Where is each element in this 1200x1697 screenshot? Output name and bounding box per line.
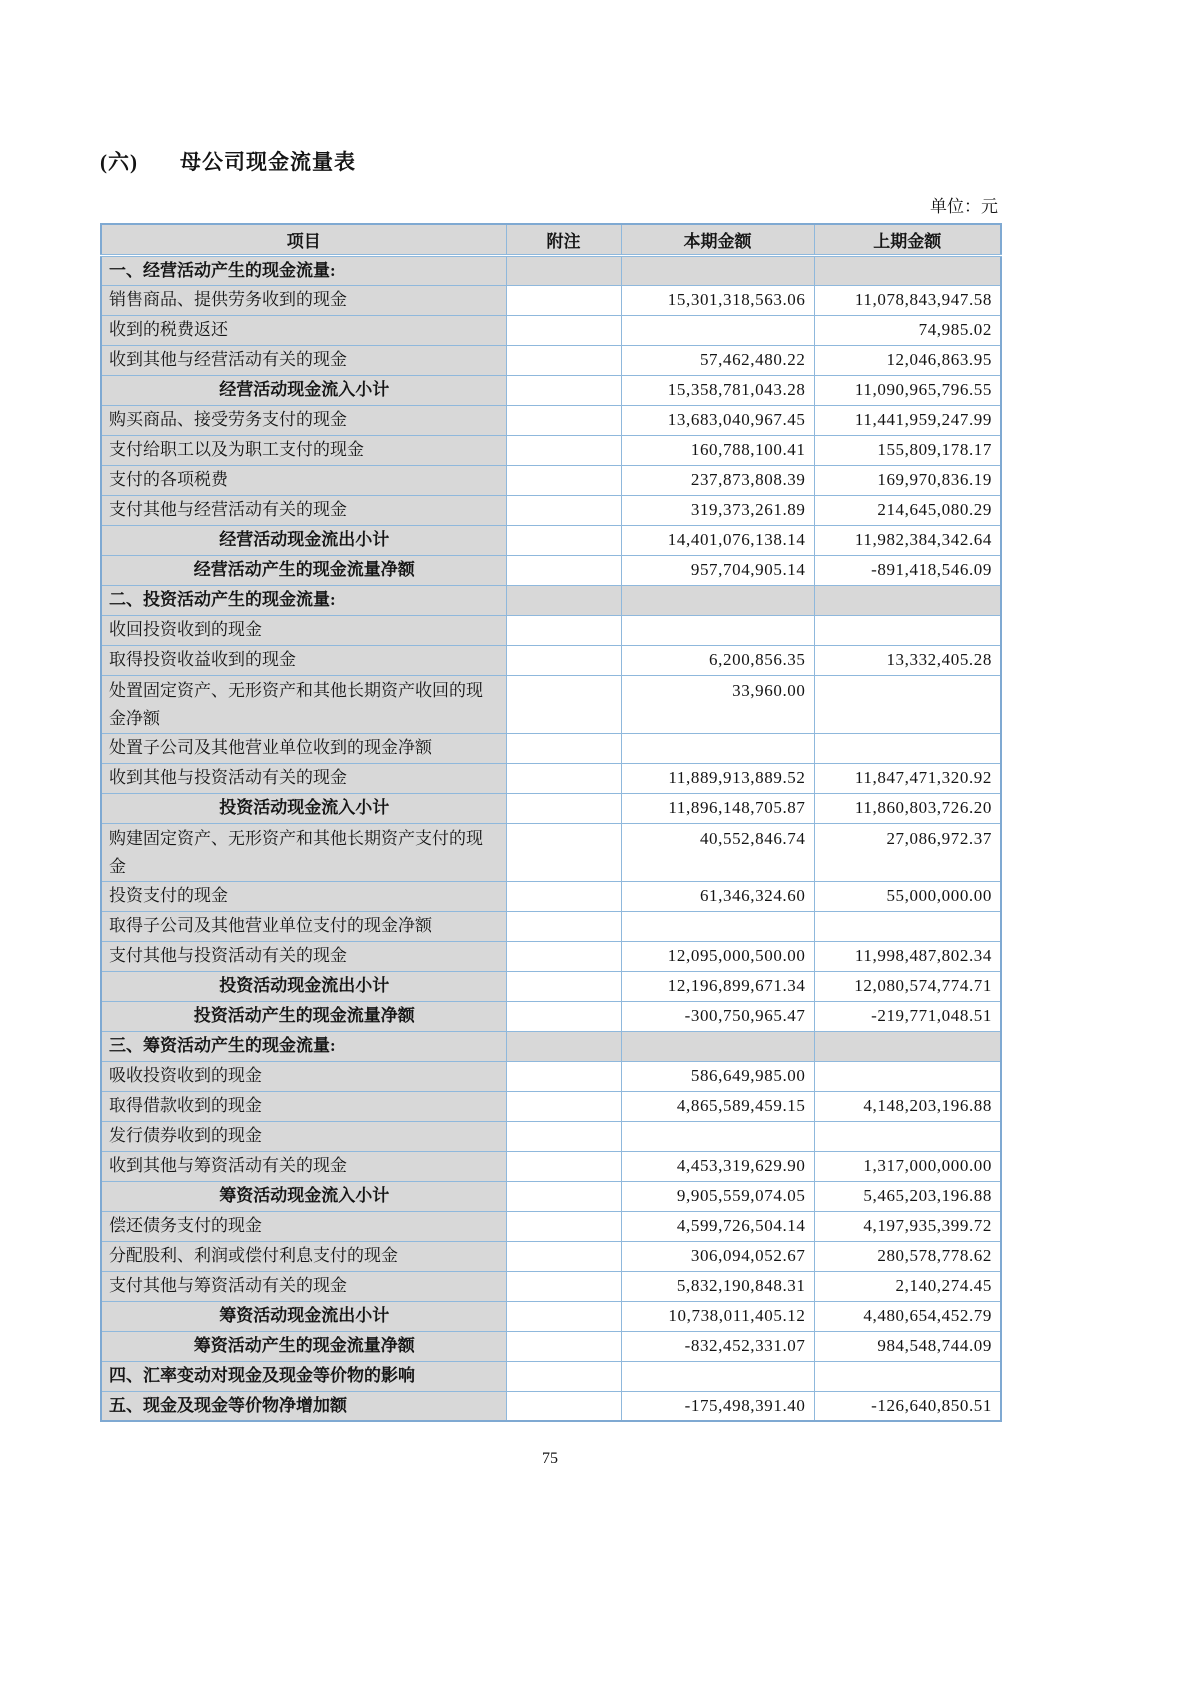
note-cell [506, 793, 621, 823]
prior-amount-cell: 169,970,836.19 [814, 465, 1001, 495]
current-amount-cell: 237,873,808.39 [621, 465, 814, 495]
current-amount-cell: 40,552,846.74 [621, 823, 814, 881]
current-amount-cell: -175,498,391.40 [621, 1391, 814, 1421]
current-amount-cell: 33,960.00 [621, 675, 814, 733]
note-cell [506, 285, 621, 315]
row-label: 分配股利、利润或偿付利息支付的现金 [101, 1241, 506, 1271]
current-amount-cell: 586,649,985.00 [621, 1061, 814, 1091]
row-label: 支付的各项税费 [101, 465, 506, 495]
prior-amount-cell: 155,809,178.17 [814, 435, 1001, 465]
row-label: 经营活动产生的现金流量净额 [101, 555, 506, 585]
prior-amount-cell [814, 675, 1001, 733]
note-cell [506, 465, 621, 495]
note-cell [506, 495, 621, 525]
prior-amount-cell: -126,640,850.51 [814, 1391, 1001, 1421]
note-cell [506, 971, 621, 1001]
table-row [101, 733, 1001, 763]
table-row [101, 1061, 1001, 1091]
prior-amount-cell [814, 255, 1001, 285]
note-cell [506, 941, 621, 971]
prior-amount-cell [814, 733, 1001, 763]
title-text: 母公司现金流量表 [180, 150, 356, 174]
prior-amount-cell [814, 1361, 1001, 1391]
note-cell [506, 1271, 621, 1301]
row-label: 经营活动现金流入小计 [101, 375, 506, 405]
note-cell [506, 881, 621, 911]
current-amount-cell: 57,462,480.22 [621, 345, 814, 375]
row-label: 投资活动现金流入小计 [101, 793, 506, 823]
prior-amount-cell: 55,000,000.00 [814, 881, 1001, 911]
note-cell [506, 911, 621, 941]
current-amount-cell: 160,788,100.41 [621, 435, 814, 465]
prior-amount-cell [814, 1061, 1001, 1091]
row-label: 支付其他与筹资活动有关的现金 [101, 1271, 506, 1301]
table-row [101, 495, 1001, 525]
row-label: 收到其他与投资活动有关的现金 [101, 763, 506, 793]
current-amount-cell: 4,599,726,504.14 [621, 1211, 814, 1241]
row-label: 处置子公司及其他营业单位收到的现金净额 [101, 733, 506, 763]
prior-amount-cell: 11,441,959,247.99 [814, 405, 1001, 435]
table-row [101, 941, 1001, 971]
prior-amount-cell: 5,465,203,196.88 [814, 1181, 1001, 1211]
note-cell [506, 1211, 621, 1241]
prior-amount-cell: 280,578,778.62 [814, 1241, 1001, 1271]
table-row [101, 615, 1001, 645]
note-cell [506, 315, 621, 345]
column-header-current: 本期金额 [621, 224, 814, 255]
prior-amount-cell: -891,418,546.09 [814, 555, 1001, 585]
page-content [100, 0, 1000, 1468]
row-label: 经营活动现金流出小计 [101, 525, 506, 555]
row-label: 支付其他与投资活动有关的现金 [101, 941, 506, 971]
note-cell [506, 1391, 621, 1421]
unit-label: 单位：元 [930, 197, 998, 216]
prior-amount-cell: 12,080,574,774.71 [814, 971, 1001, 1001]
note-cell [506, 1031, 621, 1061]
table-row [101, 585, 1001, 615]
row-label: 收到的税费返还 [101, 315, 506, 345]
table-row [101, 555, 1001, 585]
note-cell [506, 525, 621, 555]
section-number: (六) [100, 150, 138, 174]
table-row [101, 1181, 1001, 1211]
row-label: 筹资活动现金流入小计 [101, 1181, 506, 1211]
note-cell [506, 615, 621, 645]
row-label: 吸收投资收到的现金 [101, 1061, 506, 1091]
table-row [101, 1001, 1001, 1031]
current-amount-cell: 4,865,589,459.15 [621, 1091, 814, 1121]
table-header-row [101, 224, 1001, 255]
current-amount-cell: 15,301,318,563.06 [621, 285, 814, 315]
note-cell [506, 1331, 621, 1361]
column-header-item: 项目 [101, 224, 506, 255]
row-label: 收到其他与经营活动有关的现金 [101, 345, 506, 375]
table-row [101, 255, 1001, 285]
prior-amount-cell: 11,847,471,320.92 [814, 763, 1001, 793]
note-cell [506, 345, 621, 375]
table-row [101, 1091, 1001, 1121]
current-amount-cell: 306,094,052.67 [621, 1241, 814, 1271]
row-label: 二、投资活动产生的现金流量: [101, 585, 506, 615]
page-number: 75 [542, 1450, 558, 1467]
note-cell [506, 1151, 621, 1181]
row-label: 处置固定资产、无形资产和其他长期资产收回的现金净额 [101, 675, 506, 733]
prior-amount-cell: 13,332,405.28 [814, 645, 1001, 675]
prior-amount-cell: 12,046,863.95 [814, 345, 1001, 375]
note-cell [506, 1181, 621, 1211]
current-amount-cell [621, 315, 814, 345]
row-label: 偿还债务支付的现金 [101, 1211, 506, 1241]
current-amount-cell: 11,896,148,705.87 [621, 793, 814, 823]
prior-amount-cell: 11,860,803,726.20 [814, 793, 1001, 823]
current-amount-cell [621, 1121, 814, 1151]
current-amount-cell: 9,905,559,074.05 [621, 1181, 814, 1211]
note-cell [506, 1361, 621, 1391]
current-amount-cell: 12,196,899,671.34 [621, 971, 814, 1001]
current-amount-cell [621, 733, 814, 763]
note-cell [506, 645, 621, 675]
table-row [101, 465, 1001, 495]
table-row [101, 645, 1001, 675]
table-row [101, 675, 1001, 733]
row-label: 购建固定资产、无形资产和其他长期资产支付的现金 [101, 823, 506, 881]
note-cell [506, 585, 621, 615]
table-row [101, 1301, 1001, 1331]
prior-amount-cell: 11,078,843,947.58 [814, 285, 1001, 315]
table-row [101, 1121, 1001, 1151]
current-amount-cell: -832,452,331.07 [621, 1331, 814, 1361]
note-cell [506, 1241, 621, 1271]
prior-amount-cell [814, 1121, 1001, 1151]
table-row [101, 881, 1001, 911]
note-cell [506, 1121, 621, 1151]
prior-amount-cell: 11,090,965,796.55 [814, 375, 1001, 405]
row-label: 支付给职工以及为职工支付的现金 [101, 435, 506, 465]
table-row [101, 971, 1001, 1001]
note-cell [506, 1091, 621, 1121]
table-row [101, 763, 1001, 793]
table-row [101, 911, 1001, 941]
table-row [101, 375, 1001, 405]
row-label: 购买商品、接受劳务支付的现金 [101, 405, 506, 435]
current-amount-cell: 5,832,190,848.31 [621, 1271, 814, 1301]
column-header-note: 附注 [506, 224, 621, 255]
row-label: 四、汇率变动对现金及现金等价物的影响 [101, 1361, 506, 1391]
prior-amount-cell: 4,148,203,196.88 [814, 1091, 1001, 1121]
prior-amount-cell: 74,985.02 [814, 315, 1001, 345]
table-row [101, 1031, 1001, 1061]
current-amount-cell [621, 615, 814, 645]
table-row [101, 315, 1001, 345]
row-label: 筹资活动现金流出小计 [101, 1301, 506, 1331]
row-label: 发行债券收到的现金 [101, 1121, 506, 1151]
table-row [101, 1391, 1001, 1421]
table-row [101, 1241, 1001, 1271]
current-amount-cell: 15,358,781,043.28 [621, 375, 814, 405]
note-cell [506, 763, 621, 793]
prior-amount-cell: 2,140,274.45 [814, 1271, 1001, 1301]
table-row [101, 345, 1001, 375]
note-cell [506, 1061, 621, 1091]
current-amount-cell: 61,346,324.60 [621, 881, 814, 911]
row-label: 取得子公司及其他营业单位支付的现金净额 [101, 911, 506, 941]
current-amount-cell: 6,200,856.35 [621, 645, 814, 675]
table-row [101, 1211, 1001, 1241]
prior-amount-cell: 4,197,935,399.72 [814, 1211, 1001, 1241]
note-cell [506, 823, 621, 881]
current-amount-cell: 10,738,011,405.12 [621, 1301, 814, 1331]
row-label: 收到其他与筹资活动有关的现金 [101, 1151, 506, 1181]
table-row [101, 1331, 1001, 1361]
row-label: 一、经营活动产生的现金流量: [101, 255, 506, 285]
note-cell [506, 675, 621, 733]
note-cell [506, 1301, 621, 1331]
prior-amount-cell: 984,548,744.09 [814, 1331, 1001, 1361]
row-label: 支付其他与经营活动有关的现金 [101, 495, 506, 525]
note-cell [506, 255, 621, 285]
prior-amount-cell [814, 1031, 1001, 1061]
current-amount-cell: 11,889,913,889.52 [621, 763, 814, 793]
row-label: 销售商品、提供劳务收到的现金 [101, 285, 506, 315]
current-amount-cell [621, 255, 814, 285]
row-label: 取得借款收到的现金 [101, 1091, 506, 1121]
current-amount-cell [621, 1031, 814, 1061]
table-row [101, 823, 1001, 881]
table-row [101, 1151, 1001, 1181]
row-label: 收回投资收到的现金 [101, 615, 506, 645]
prior-amount-cell [814, 911, 1001, 941]
prior-amount-cell: 1,317,000,000.00 [814, 1151, 1001, 1181]
prior-amount-cell [814, 585, 1001, 615]
current-amount-cell: 13,683,040,967.45 [621, 405, 814, 435]
current-amount-cell: 12,095,000,500.00 [621, 941, 814, 971]
table-row [101, 285, 1001, 315]
note-cell [506, 405, 621, 435]
column-header-prior: 上期金额 [814, 224, 1001, 255]
row-label: 筹资活动产生的现金流量净额 [101, 1331, 506, 1361]
current-amount-cell: -300,750,965.47 [621, 1001, 814, 1031]
current-amount-cell: 4,453,319,629.90 [621, 1151, 814, 1181]
note-cell [506, 555, 621, 585]
table-row [101, 1271, 1001, 1301]
prior-amount-cell: 214,645,080.29 [814, 495, 1001, 525]
row-label: 投资支付的现金 [101, 881, 506, 911]
prior-amount-cell: 4,480,654,452.79 [814, 1301, 1001, 1331]
prior-amount-cell [814, 615, 1001, 645]
current-amount-cell [621, 911, 814, 941]
current-amount-cell: 319,373,261.89 [621, 495, 814, 525]
current-amount-cell: 14,401,076,138.14 [621, 525, 814, 555]
table-row [101, 793, 1001, 823]
note-cell [506, 375, 621, 405]
note-cell [506, 733, 621, 763]
cash-flow-table-body [101, 255, 1001, 1421]
prior-amount-cell: 11,998,487,802.34 [814, 941, 1001, 971]
note-cell [506, 1001, 621, 1031]
current-amount-cell: 957,704,905.14 [621, 555, 814, 585]
row-label: 取得投资收益收到的现金 [101, 645, 506, 675]
table-row [101, 525, 1001, 555]
row-label: 五、现金及现金等价物净增加额 [101, 1391, 506, 1421]
table-row [101, 1361, 1001, 1391]
row-label: 投资活动现金流出小计 [101, 971, 506, 1001]
row-label: 投资活动产生的现金流量净额 [101, 1001, 506, 1031]
row-label: 三、筹资活动产生的现金流量: [101, 1031, 506, 1061]
table-row [101, 405, 1001, 435]
current-amount-cell [621, 585, 814, 615]
prior-amount-cell: 27,086,972.37 [814, 823, 1001, 881]
cash-flow-table [100, 223, 1002, 1422]
table-row [101, 435, 1001, 465]
prior-amount-cell: -219,771,048.51 [814, 1001, 1001, 1031]
note-cell [506, 435, 621, 465]
prior-amount-cell: 11,982,384,342.64 [814, 525, 1001, 555]
current-amount-cell [621, 1361, 814, 1391]
document-title [100, 146, 1000, 176]
